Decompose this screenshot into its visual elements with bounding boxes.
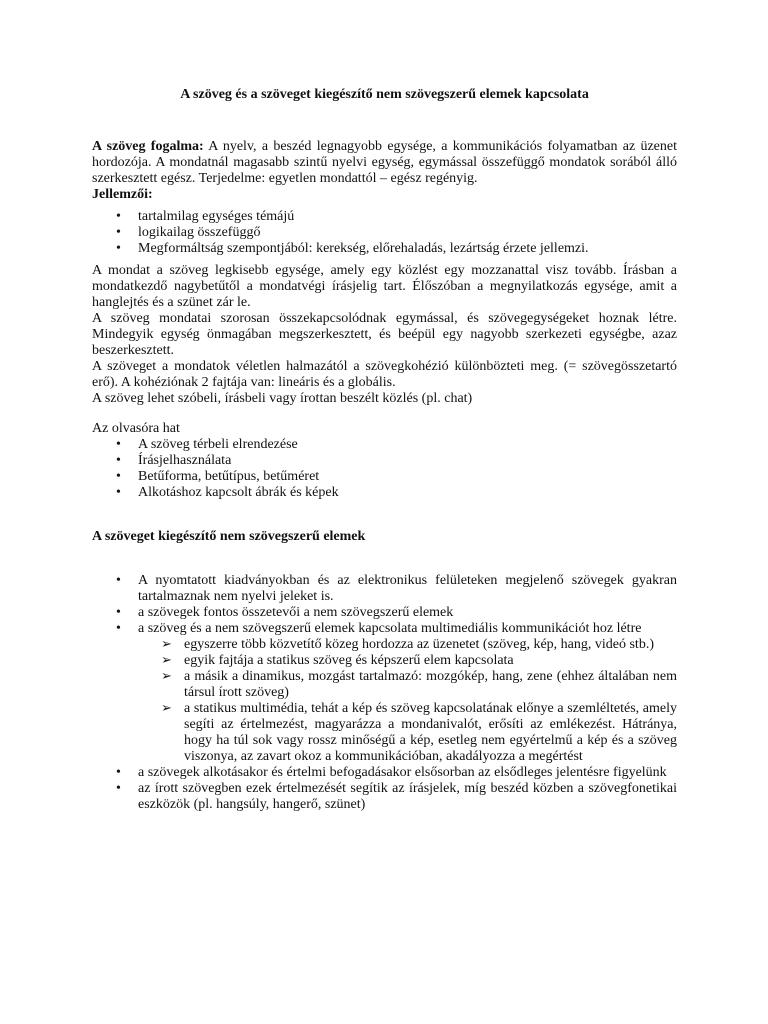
list-item: • Írásjelhasználata	[92, 453, 677, 469]
list-item: • logikailag összefüggő	[92, 225, 677, 241]
definition-label: A szöveg fogalma:	[92, 139, 204, 154]
list-item: • A nyomtatott kiadványokban és az elektronikus felületeken megjelenő szövegek gyakran tartalmaznak nem nyelvi jeleket is.	[92, 573, 677, 605]
list-item: • Megformáltság szempontjából: kerekség, előrehaladás, lezártság érzete jellemzi.	[92, 241, 677, 257]
sub-list-item: ➢ a statikus multimédia, tehát a kép és szöveg kapcsolatának előnye a szemléltetés, amely segíti az értelmezést, magyarázza a mondanivalót, erősíti az emlékezést. Hátránya, hogy ha túl sok vagy rossz minőségű a kép, esetleg nem egyértelmű a kép és a szöveg viszonya, az zavart okoz a kommunikációban, akadályozza a megértést	[161, 701, 677, 765]
sub-list-item: ➢ egyszerre több közvetítő közeg hordozza az üzenetet (szöveg, kép, hang, videó stb.)	[161, 637, 677, 653]
sub-list-item: ➢ egyik fajtája a statikus szöveg és képszerű elem kapcsolata	[161, 653, 677, 669]
paragraph: A szöveg mondatai szorosan összekapcsolódnak egymással, és szövegegységeket hoznak létre. Mindegyik egység önmagában megszerkesztett, és beépül egy nagyobb szerkezeti egységbe, azaz beszerkesztett.	[92, 311, 677, 358]
list-item: • az írott szövegben ezek értelmezését segítik az írásjelek, míg beszéd közben a szövegfonetikai eszközök (pl. hangsúly, hangerő, szünet)	[92, 781, 677, 813]
features-label: Jellemzői:	[92, 187, 153, 202]
section-list	[92, 573, 677, 637]
paragraph: A szöveget a mondatok véletlen halmazától a szövegkohézió különbözteti meg. (= szövegösszetartó erő). A kohéziónak 2 fajtája van: lineáris és a globális.	[92, 359, 677, 390]
section-heading: A szöveget kiegészítő nem szövegszerű elemek	[92, 529, 366, 544]
sub-list-item: ➢ a másik a dinamikus, mozgást tartalmazó: mozgókép, hang, zene (ehhez általában nem társul írott szöveg)	[161, 669, 677, 701]
list-item: • A szöveg térbeli elrendezése	[92, 437, 677, 453]
features-list	[92, 209, 677, 257]
list-item: • a szövegek alkotásakor és értelmi befogadásakor elsősorban az elsődleges jelentésre figyelünk	[92, 765, 677, 781]
document-title: A szöveg és a szöveget kiegészítő nem szövegszerű elemek kapcsolata	[180, 87, 589, 102]
section-sublist	[161, 637, 677, 765]
document-body	[92, 87, 677, 813]
list-item: • a szöveg és a nem szövegszerű elemek kapcsolata multimediális kommunikációt hoz létre	[92, 621, 677, 637]
definition-text: A nyelv, a beszéd legnagyobb egysége, a kommunikációs folyamatban az üzenet hordozója. A mondatnál magasabb szintű nyelvi egység, egymással összefüggő mondatok sorából álló szerkesztett egész. Terjedelme: egyetlen mondattól – egész regényig.	[92, 139, 677, 186]
list-item: • tartalmilag egységes témájú	[92, 209, 677, 225]
section-list-continued	[92, 765, 677, 813]
list-item: • Alkotáshoz kapcsolt ábrák és képek	[92, 485, 677, 501]
definition-paragraph	[92, 139, 677, 187]
list-item: • a szövegek fontos összetevői a nem szövegszerű elemek	[92, 605, 677, 621]
reader-list	[92, 437, 677, 501]
reader-label: Az olvasóra hat	[92, 421, 180, 436]
list-item: • Betűforma, betűtípus, betűméret	[92, 469, 677, 485]
paragraph: A mondat a szöveg legkisebb egysége, amely egy közlést egy mozzanattal visz tovább. Írásban a mondatkezdő nagybetűtől a mondatvégi írásjelig tart. Élőszóban a megnyilatkozás egysége, amit a hanglejtés és a szünet zár le.	[92, 263, 677, 310]
paragraph: A szöveg lehet szóbeli, írásbeli vagy írottan beszélt közlés (pl. chat)	[92, 391, 473, 406]
